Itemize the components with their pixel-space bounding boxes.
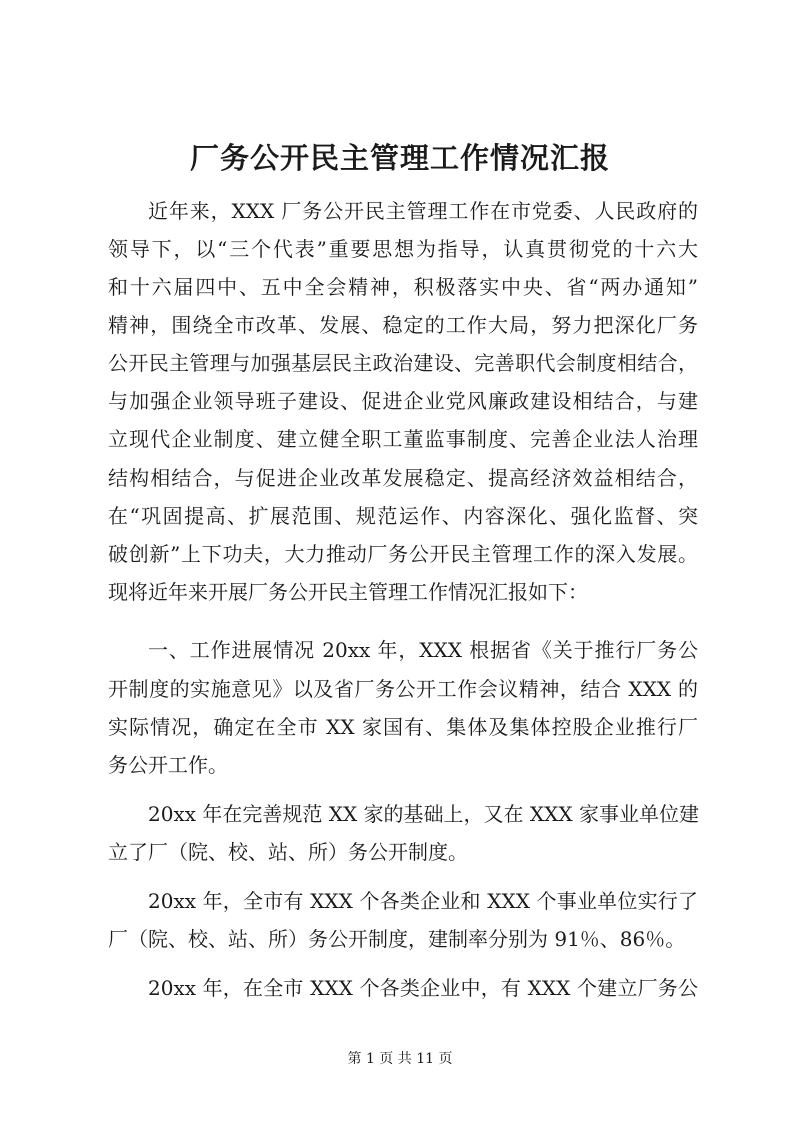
page-number: 第 1 页 共 11 页 bbox=[347, 1051, 453, 1067]
paragraph-line: 精神，围绕全市改革、发展、稳定的工作大局，努力把深化厂务 bbox=[108, 313, 698, 337]
paragraph-line: 20xx 年，全市有 XXX 个各类企业和 XXX 个事业单位实行了 bbox=[148, 889, 698, 913]
paragraph-line: 一、工作进展情况 20xx 年，XXX 根据省《关于推行厂务公 bbox=[148, 638, 698, 662]
paragraph-line: 与加强企业领导班子建设、促进企业党风廉政建设相结合，与建 bbox=[108, 389, 698, 413]
paragraph-line: 20xx 年，在全市 XXX 个各类企业中，有 XXX 个建立厂务公 bbox=[148, 976, 698, 1000]
paragraph-line: 领导下，以“三个代表”重要思想为指导，认真贯彻党的十六大 bbox=[108, 237, 698, 261]
paragraph-line: 20xx 年在完善规范 XX 家的基础上，又在 XXX 家事业单位建 bbox=[148, 802, 699, 826]
document-title: 厂务公开民主管理工作情况汇报 bbox=[189, 141, 610, 175]
paragraph-line: 现将近年来开展厂务公开民主管理工作情况汇报如下： bbox=[108, 580, 588, 604]
paragraph-line: 立现代企业制度、建立健全职工董监事制度、完善企业法人治理 bbox=[108, 427, 698, 451]
paragraph-line: 结构相结合，与促进企业改革发展稳定、提高经济效益相结合， bbox=[108, 466, 698, 490]
paragraph-line: 近年来，XXX 厂务公开民主管理工作在市党委、人民政府的 bbox=[148, 199, 698, 223]
paragraph-line: 和十六届四中、五中全会精神，积极落实中央、省“两办通知” bbox=[108, 275, 698, 299]
paragraph-line: 在“巩固提高、扩展范围、规范运作、内容深化、强化监督、突 bbox=[108, 504, 698, 528]
paragraph-line: 立了厂（院、校、站、所）务公开制度。 bbox=[108, 840, 468, 864]
paragraph-line: 实际情况，确定在全市 XX 家国有、集体及集体控股企业推行厂 bbox=[108, 715, 698, 739]
paragraph-line: 破创新”上下功夫，大力推动厂务公开民主管理工作的深入发展。 bbox=[108, 542, 698, 566]
paragraph-line: 公开民主管理与加强基层民主政治建设、完善职代会制度相结合， bbox=[108, 351, 698, 375]
paragraph-line: 务公开工作。 bbox=[108, 753, 228, 777]
paragraph-line: 厂（院、校、站、所）务公开制度，建制率分别为 91％、86％。 bbox=[108, 927, 686, 951]
paragraph-line: 开制度的实施意见》以及省厂务公开工作会议精神，结合 XXX 的 bbox=[108, 677, 698, 701]
